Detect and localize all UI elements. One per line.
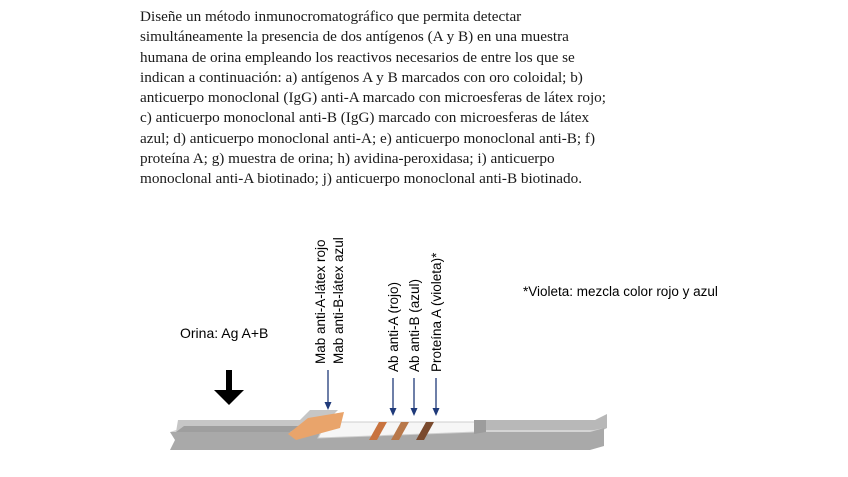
label-mab-anti-b: Mab anti-B-látex azul	[331, 237, 346, 364]
problem-line: humana de orina empleando los reactivos necesarios de entre los que se	[140, 48, 575, 66]
sample-label: Orina: Ag A+B	[180, 325, 269, 341]
problem-line: proteína A; g) muestra de orina; h) avidina-peroxidasa; i) anticuerpo	[140, 150, 555, 168]
problem-line: anticuerpo monoclonal (IgG) anti-A marcado con microesferas de látex rojo;	[140, 89, 606, 107]
problem-line: c) anticuerpo monoclonal anti-B (IgG) marcado con microesferas de látex	[140, 109, 590, 127]
label-mab-anti-a: Mab anti-A-látex rojo	[313, 239, 328, 364]
pointer-arrow-icon	[411, 378, 418, 416]
test-strip	[170, 410, 607, 450]
label-ab-anti-b: Ab anti-B (azul)	[407, 278, 422, 372]
pointer-arrow-icon	[390, 378, 397, 416]
absorbent-pad-edge	[474, 420, 486, 434]
problem-line: monoclonal anti-A biotinado; j) anticuerpo monoclonal anti-B biotinado.	[140, 170, 583, 188]
label-ab-anti-a: Ab anti-A (rojo)	[386, 281, 401, 372]
problem-line: azul; d) anticuerpo monoclonal anti-A; e) anticuerpo monoclonal anti-B; f)	[140, 129, 596, 147]
pointer-arrow-icon	[325, 370, 332, 410]
label-protein-a: Proteína A (violeta)*	[429, 252, 444, 372]
pointer-arrow-icon	[433, 378, 440, 416]
problem-line: simultáneamente la presencia de dos antígenos (A y B) en una muestra	[140, 28, 569, 46]
violet-note: *Violeta: mezcla color rojo y azul	[523, 284, 718, 299]
sample-pad-edge	[176, 426, 300, 432]
problem-line: indican a continuación: a) antígenos A y B marcados con oro coloidal; b)	[140, 68, 583, 86]
problem-line: Diseñe un método inmunocromatográfico que permita detectar	[140, 8, 522, 25]
sample-arrow-icon	[214, 370, 244, 405]
